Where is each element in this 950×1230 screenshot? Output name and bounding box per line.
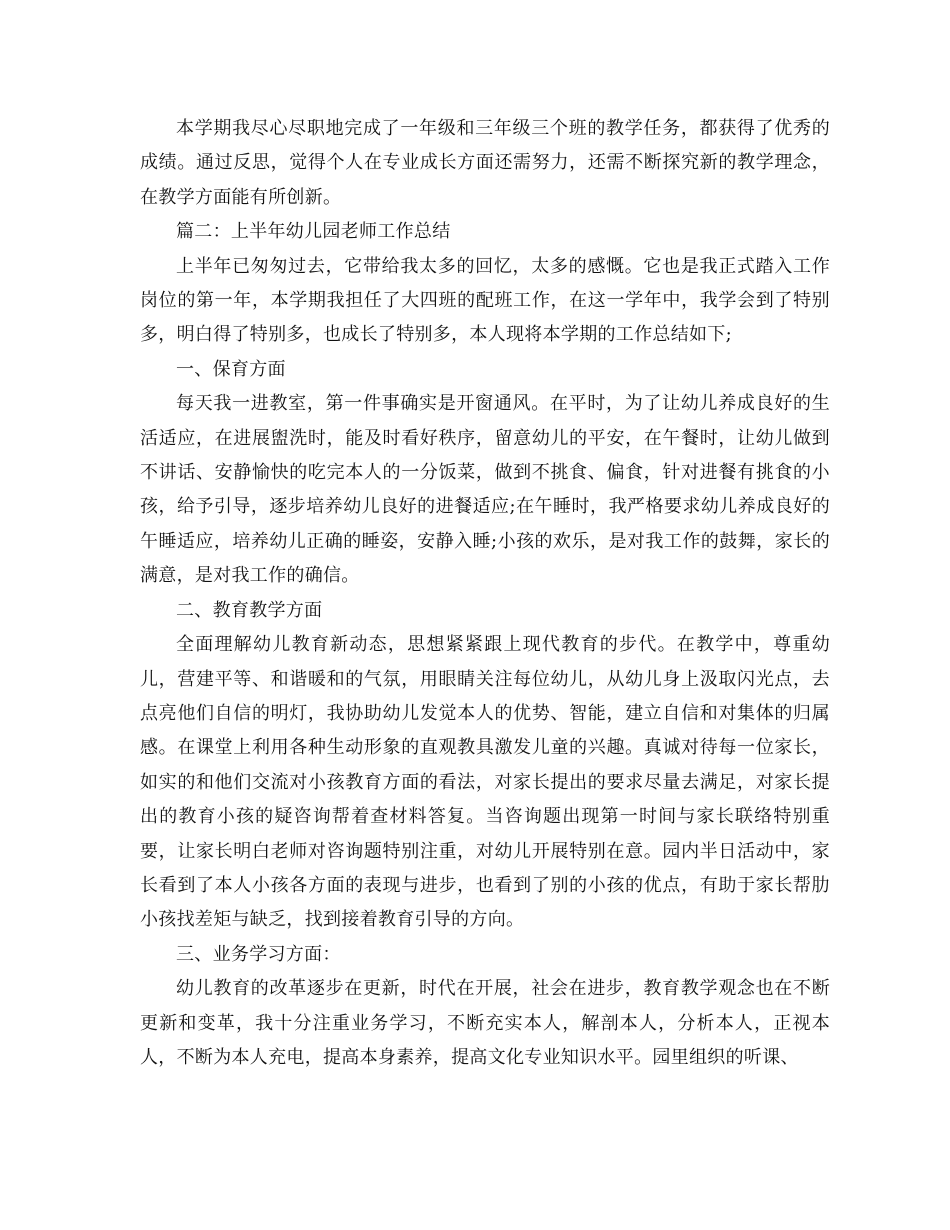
paragraph-teaching: 全面理解幼儿教育新动态，思想紧紧跟上现代教育的步代。在教学中，尊重幼儿，营建平等、和谐暖和的气氛，用眼睛关注每位幼儿，从幼儿身上汲取闪光点，去点亮他们自信的明灯，我协助幼儿发觉本人的优势、智能，建立自信和对集体的归属感。在课堂上利用各种生动形象的直观教具激发儿童的兴趣。真诚对待每一位家长，如实的和他们交流对小孩教育方面的看法，对家长提出的要求尽量去满足，对家长提出的教育小孩的疑咨询帮着查材料答复。当咨询题出现第一时间与家长联络特别重要，让家长明白老师对咨询题特别注重，对幼儿开展特别在意。园内半日活动中，家长看到了本人小孩各方面的表现与进步，也看到了别的小孩的优点，有助于家长帮肋小孩找差矩与缺乏，找到接着教育引导的方向。 (140, 634, 830, 931)
document-body (140, 112, 830, 1075)
paragraph-intro: 上半年已匆匆过去，它带给我太多的回忆，太多的感慨。它也是我正式踏入工作岗位的第一年，本学期我担任了大四班的配班工作，在这一学年中，我学会到了特别多，明白得了特别多，也成长了特别多，本人现将本学期的工作总结如下; (140, 255, 830, 346)
section-heading-care: 一、保育方面 (176, 358, 286, 380)
paragraph-care: 每天我一进教室，第一件事确实是开窗通风。在平时，为了让幼儿养成良好的生活适应，在进展盥洗时，能及时看好秩序，留意幼儿的平安，在午餐时，让幼儿做到不讲话、安静愉快的吃完本人的一分饭菜，做到不挑食、偏食，针对进餐有挑食的小孩，给予引导，逐步培养幼儿良好的进餐适应;在午睡时，我严格要求幼儿养成良好的午睡适应，培养幼儿正确的睡姿，安静入睡;小孩的欢乐，是对我工作的鼓舞，家长的满意，是对我工作的确信。 (140, 393, 830, 587)
section-heading-teaching: 二、教育教学方面 (176, 599, 323, 621)
paragraph-study: 幼儿教育的改革逐步在更新，时代在开展，社会在进步，教育教学观念也在不断更新和变革，我十分注重业务学习，不断充实本人，解剖本人，分析本人，正视本人，不断为本人充电，提高本身素养，提高文化专业知识水平。园里组织的听课、 (140, 978, 830, 1068)
article-title: 篇二：上半年幼儿园老师工作总结 (176, 221, 451, 243)
paragraph-semester-summary: 本学期我尽心尽职地完成了一年级和三年级三个班的教学任务，都获得了优秀的成绩。通过反思，觉得个人在专业成长方面还需努力，还需不断探究新的教学理念，在教学方面能有所创新。 (140, 118, 830, 208)
section-heading-study: 三、业务学习方面： (176, 943, 341, 965)
